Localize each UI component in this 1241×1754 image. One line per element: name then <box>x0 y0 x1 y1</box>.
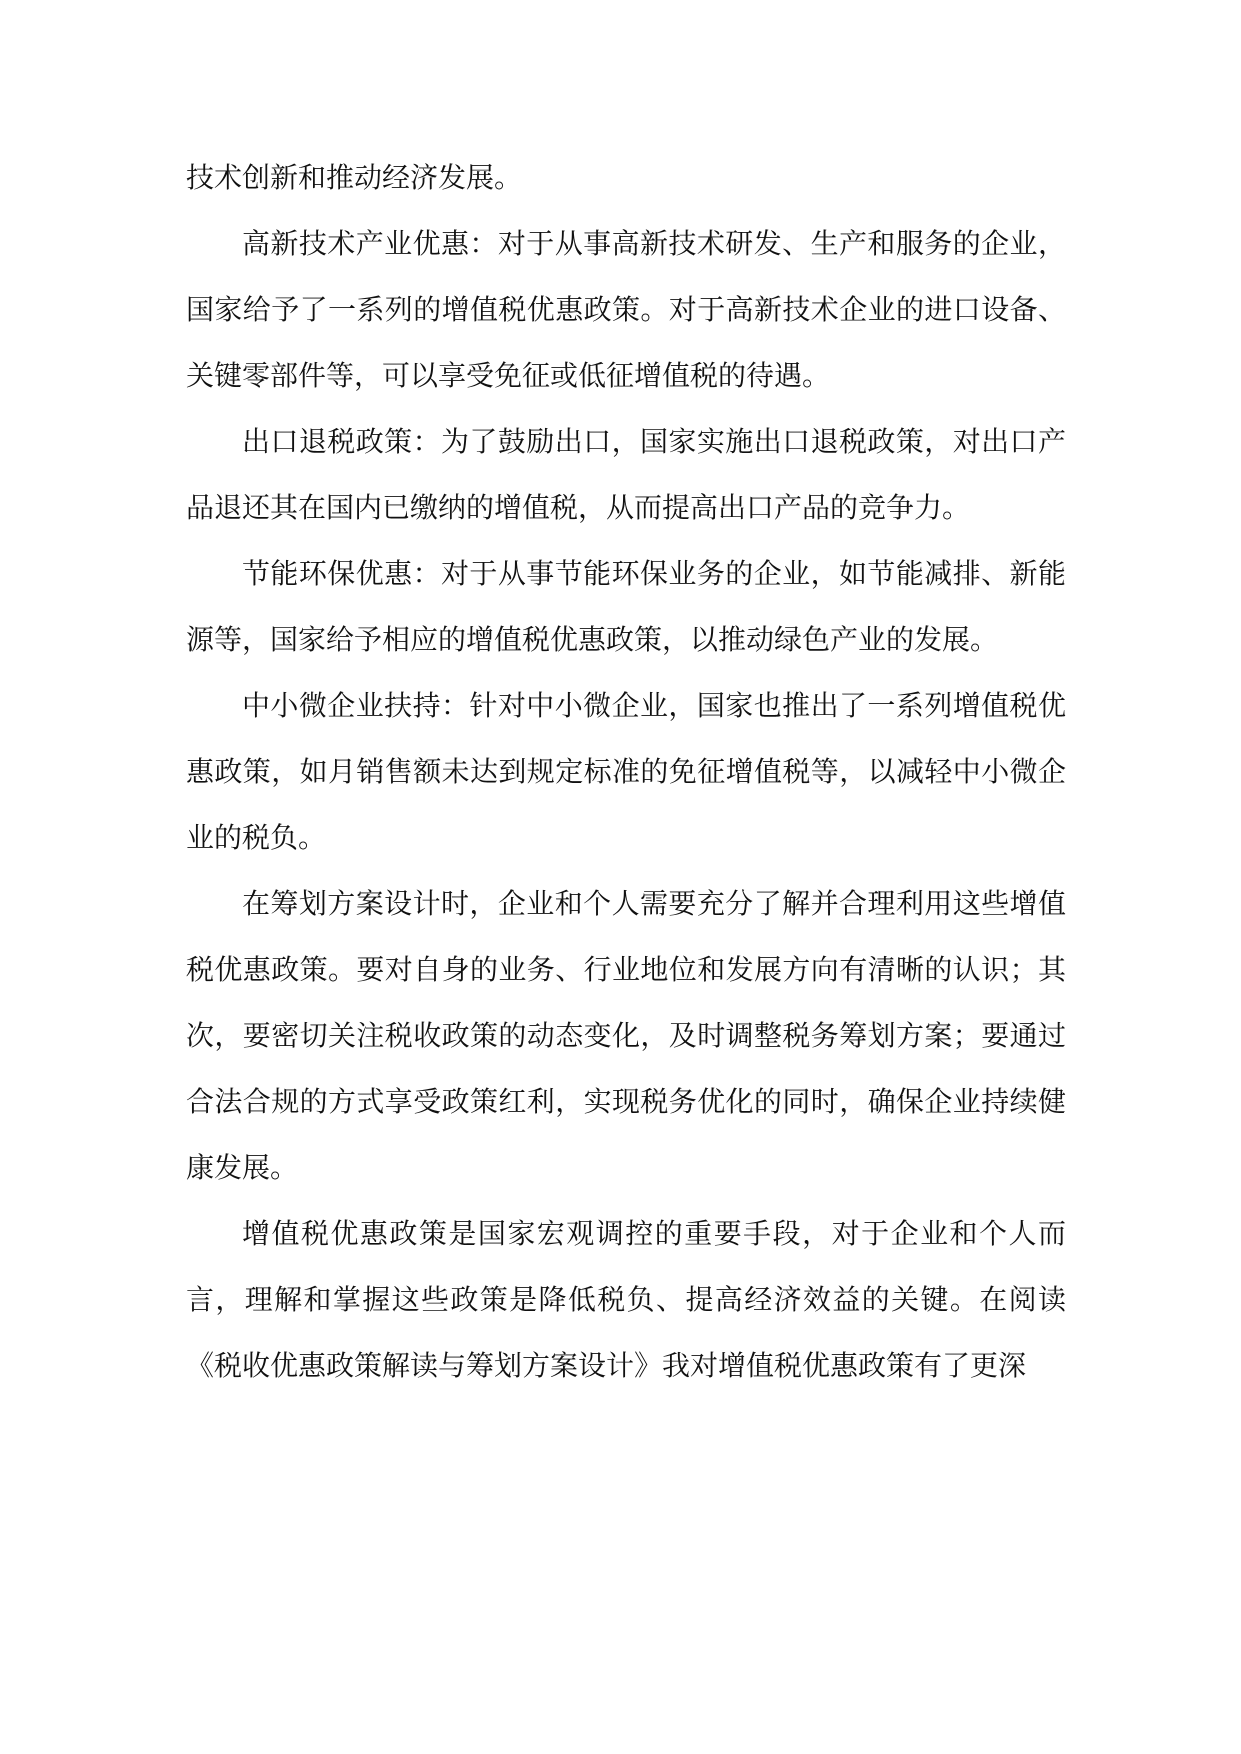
paragraph-continuation: 技术创新和推动经济发展。 <box>186 161 523 194</box>
paragraph-planning-design: 在筹划方案设计时，企业和个人需要充分了解并合理利用这些增值税优惠政策。要对自身的业务、行业地位和发展方向有清晰的认识；其次，要密切关注税收政策的动态变化，及时调整税务筹划方案；要通过合法合规的方式享受政策红利，实现税务优化的同时，确保企业持续健康发展。 <box>186 887 1066 1184</box>
paragraph-high-tech-industry: 高新技术产业优惠：对于从事高新技术研发、生产和服务的企业，国家给予了一系列的增值税优惠政策。对于高新技术企业的进口设备、关键零部件等，可以享受免征或低征增值税的待遇。 <box>186 227 1066 392</box>
paragraph-export-tax-rebate: 出口退税政策：为了鼓励出口，国家实施出口退税政策，对出口产品退还其在国内已缴纳的增值税，从而提高出口产品的竞争力。 <box>186 425 1066 524</box>
document-body <box>186 145 1066 1399</box>
paragraph-small-micro-enterprise: 中小微企业扶持：针对中小微企业，国家也推出了一系列增值税优惠政策，如月销售额未达到规定标准的免征增值税等，以减轻中小微企业的税负。 <box>186 689 1066 854</box>
paragraph-conclusion: 增值税优惠政策是国家宏观调控的重要手段，对于企业和个人而言，理解和掌握这些政策是降低税负、提高经济效益的关键。在阅读《税收优惠政策解读与筹划方案设计》我对增值税优惠政策有了更深 <box>186 1217 1066 1382</box>
paragraph-energy-saving: 节能环保优惠：对于从事节能环保业务的企业，如节能减排、新能源等，国家给予相应的增值税优惠政策，以推动绿色产业的发展。 <box>186 557 1066 656</box>
